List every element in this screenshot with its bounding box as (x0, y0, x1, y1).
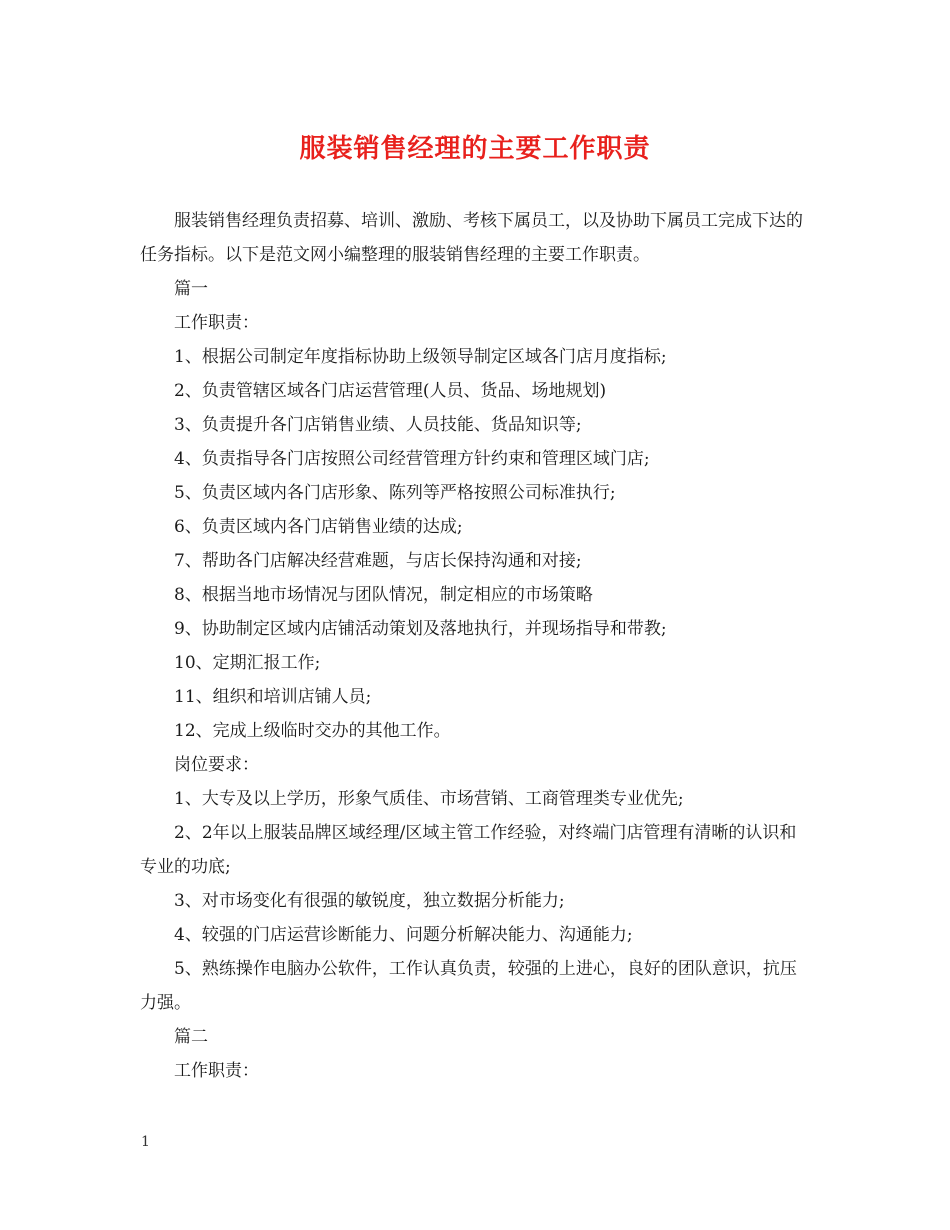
section-heading: 篇一 (174, 279, 208, 299)
list-item: 5、熟练操作电脑办公软件，工作认真负责，较强的上进心，良好的团队意识，抗压力强。 (140, 959, 797, 1013)
list-item: 5、负责区域内各门店形象、陈列等严格按照公司标准执行; (174, 483, 616, 503)
list-item: 7、帮助各门店解决经营难题，与店长保持沟通和对接; (174, 551, 582, 571)
intro-paragraph: 服装销售经理负责招募、培训、激励、考核下属员工，以及协助下属员工完成下达的任务指标。以下是范文网小编整理的服装销售经理的主要工作职责。 (140, 211, 803, 265)
list-item: 4、负责指导各门店按照公司经营管理方针约束和管理区域门店; (174, 449, 650, 469)
list-item: 6、负责区域内各门店销售业绩的达成; (174, 517, 463, 537)
document-body (140, 204, 812, 1088)
list-item: 1、根据公司制定年度指标协助上级领导制定区域各门店月度指标; (174, 347, 667, 367)
section-heading: 篇二 (174, 1027, 208, 1047)
list-item: 12、完成上级临时交办的其他工作。 (174, 721, 451, 741)
list-item: 10、定期汇报工作; (174, 653, 321, 673)
subsection-heading: 岗位要求： (174, 755, 259, 775)
subsection-heading: 工作职责： (174, 313, 259, 333)
list-item: 4、较强的门店运营诊断能力、问题分析解决能力、沟通能力; (174, 925, 633, 945)
list-item: 3、负责提升各门店销售业绩、人员技能、货品知识等; (174, 415, 582, 435)
list-item: 3、对市场变化有很强的敏锐度，独立数据分析能力; (174, 891, 565, 911)
subsection-heading: 工作职责： (174, 1061, 259, 1081)
list-item: 9、协助制定区域内店铺活动策划及落地执行，并现场指导和带教; (174, 619, 667, 639)
document-title: 服装销售经理的主要工作职责 (299, 134, 651, 164)
list-item: 8、根据当地市场情况与团队情况，制定相应的市场策略 (174, 585, 593, 605)
list-item: 2、负责管辖区域各门店运营管理(人员、货品、场地规划) (174, 381, 607, 401)
list-item: 1、大专及以上学历，形象气质佳、市场营销、工商管理类专业优先; (174, 789, 684, 809)
list-item: 11、组织和培训店铺人员; (174, 687, 372, 707)
page-number: 1 (141, 1134, 150, 1150)
list-item: 2、2年以上服装品牌区域经理/区域主管工作经验，对终端门店管理有清晰的认识和专业的功底; (140, 823, 797, 877)
